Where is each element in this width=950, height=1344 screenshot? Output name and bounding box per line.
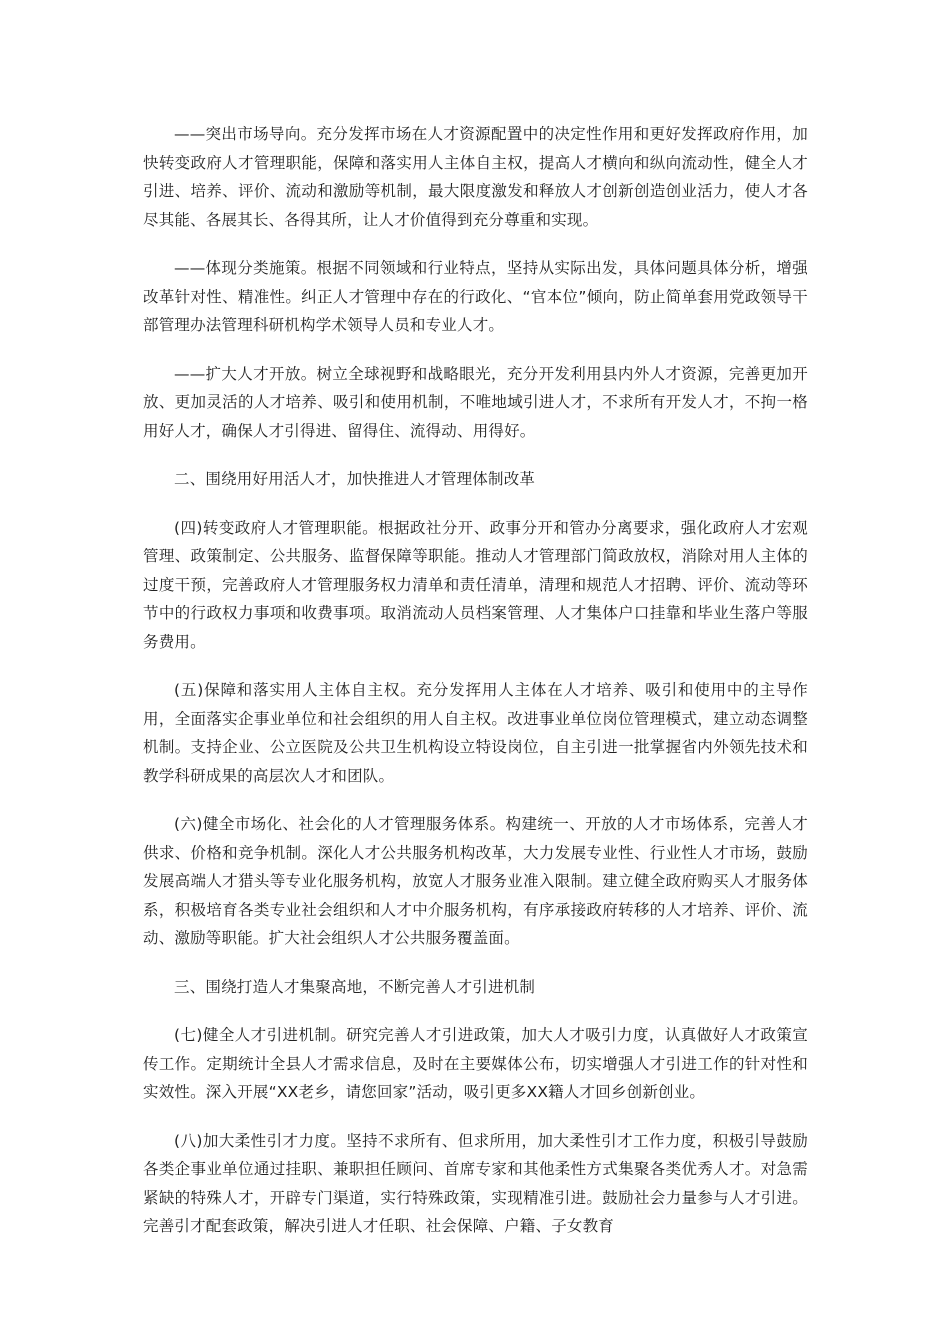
paragraph-item-6: (六)健全市场化、社会化的人才管理服务体系。构建统一、开放的人才市场体系，完善人才供求、价格和竞争机制。深化人才公共服务机构改革，大力发展专业性、行业性人才市场，鼓励发展高端人才猎头等专业化服务机构，放宽人才服务业准入限制。建立健全政府购买人才服务体系，积极培育各类专业社会组织和人才中介服务机构，有序承接政府转移的人才培养、评价、流动、激励等职能。扩大社会组织人才公共服务覆盖面。 [143, 815, 808, 947]
paragraph-market-orientation: ——突出市场导向。充分发挥市场在人才资源配置中的决定性作用和更好发挥政府作用，加快转变政府人才管理职能，保障和落实用人主体自主权，提高人才横向和纵向流动性，健全人才引进、培养、评价、流动和激励等机制，最大限度激发和释放人才创新创造创业活力，使人才各尽其能、各展其长、各得其所，让人才价值得到充分尊重和实现。 [143, 125, 808, 229]
paragraph-classified-policy: ——体现分类施策。根据不同领域和行业特点，坚持从实际出发，具体问题具体分析，增强改革针对性、精准性。纠正人才管理中存在的行政化、“官本位”倾向，防止简单套用党政领导干部管理办法管理科研机构学术领导人员和专业人才。 [143, 259, 808, 334]
paragraph-item-8: (八)加大柔性引才力度。坚持不求所有、但求所用，加大柔性引才工作力度，积极引导鼓励各类企事业单位通过挂职、兼职担任顾问、首席专家和其他柔性方式集聚各类优秀人才。对急需紧缺的特殊人才，开辟专门渠道，实行特殊政策，实现精准引进。鼓励社会力量参与人才引进。完善引才配套政策，解决引进人才任职、社会保障、户籍、子女教育 [143, 1131, 808, 1235]
document-page [143, 120, 808, 1261]
paragraph-item-4: (四)转变政府人才管理职能。根据政社分开、政事分开和管办分离要求，强化政府人才宏观管理、政策制定、公共服务、监督保障等职能。推动人才管理部门简政放权，消除对用人主体的过度干预，完善政府人才管理服务权力清单和责任清单，清理和规范人才招聘、评价、流动等环节中的行政权力事项和收费事项。取消流动人员档案管理、人才集体户口挂靠和毕业生落户等服务费用。 [143, 518, 808, 651]
paragraph-item-7: (七)健全人才引进机制。研究完善人才引进政策，加大人才吸引力度，认真做好人才政策宣传工作。定期统计全县人才需求信息，及时在主要媒体公布，切实增强人才引进工作的针对性和实效性。深入开展“XX老乡，请您回家”活动，吸引更多XX籍人才回乡创新创业。 [143, 1026, 808, 1101]
paragraph-talent-opening: ——扩大人才开放。树立全球视野和战略眼光，充分开发利用县内外人才资源，完善更加开放、更加灵活的人才培养、吸引和使用机制，不唯地域引进人才，不求所有开发人才，不拘一格用好人才，确保人才引得进、留得住、流得动、用得好。 [143, 364, 808, 440]
section-heading-3: 三、围绕打造人才集聚高地，不断完善人才引进机制 [174, 977, 536, 996]
section-heading-2: 二、围绕用好用活人才，加快推进人才管理体制改革 [174, 470, 536, 488]
paragraph-item-5: (五)保障和落实用人主体自主权。充分发挥用人主体在人才培养、吸引和使用中的主导作用，全面落实企事业单位和社会组织的用人自主权。改进事业单位岗位管理模式，建立动态调整机制。支持企业、公立医院及公共卫生机构设立特设岗位，自主引进一批掌握省内外领先技术和教学科研成果的高层次人才和团队。 [143, 681, 808, 785]
